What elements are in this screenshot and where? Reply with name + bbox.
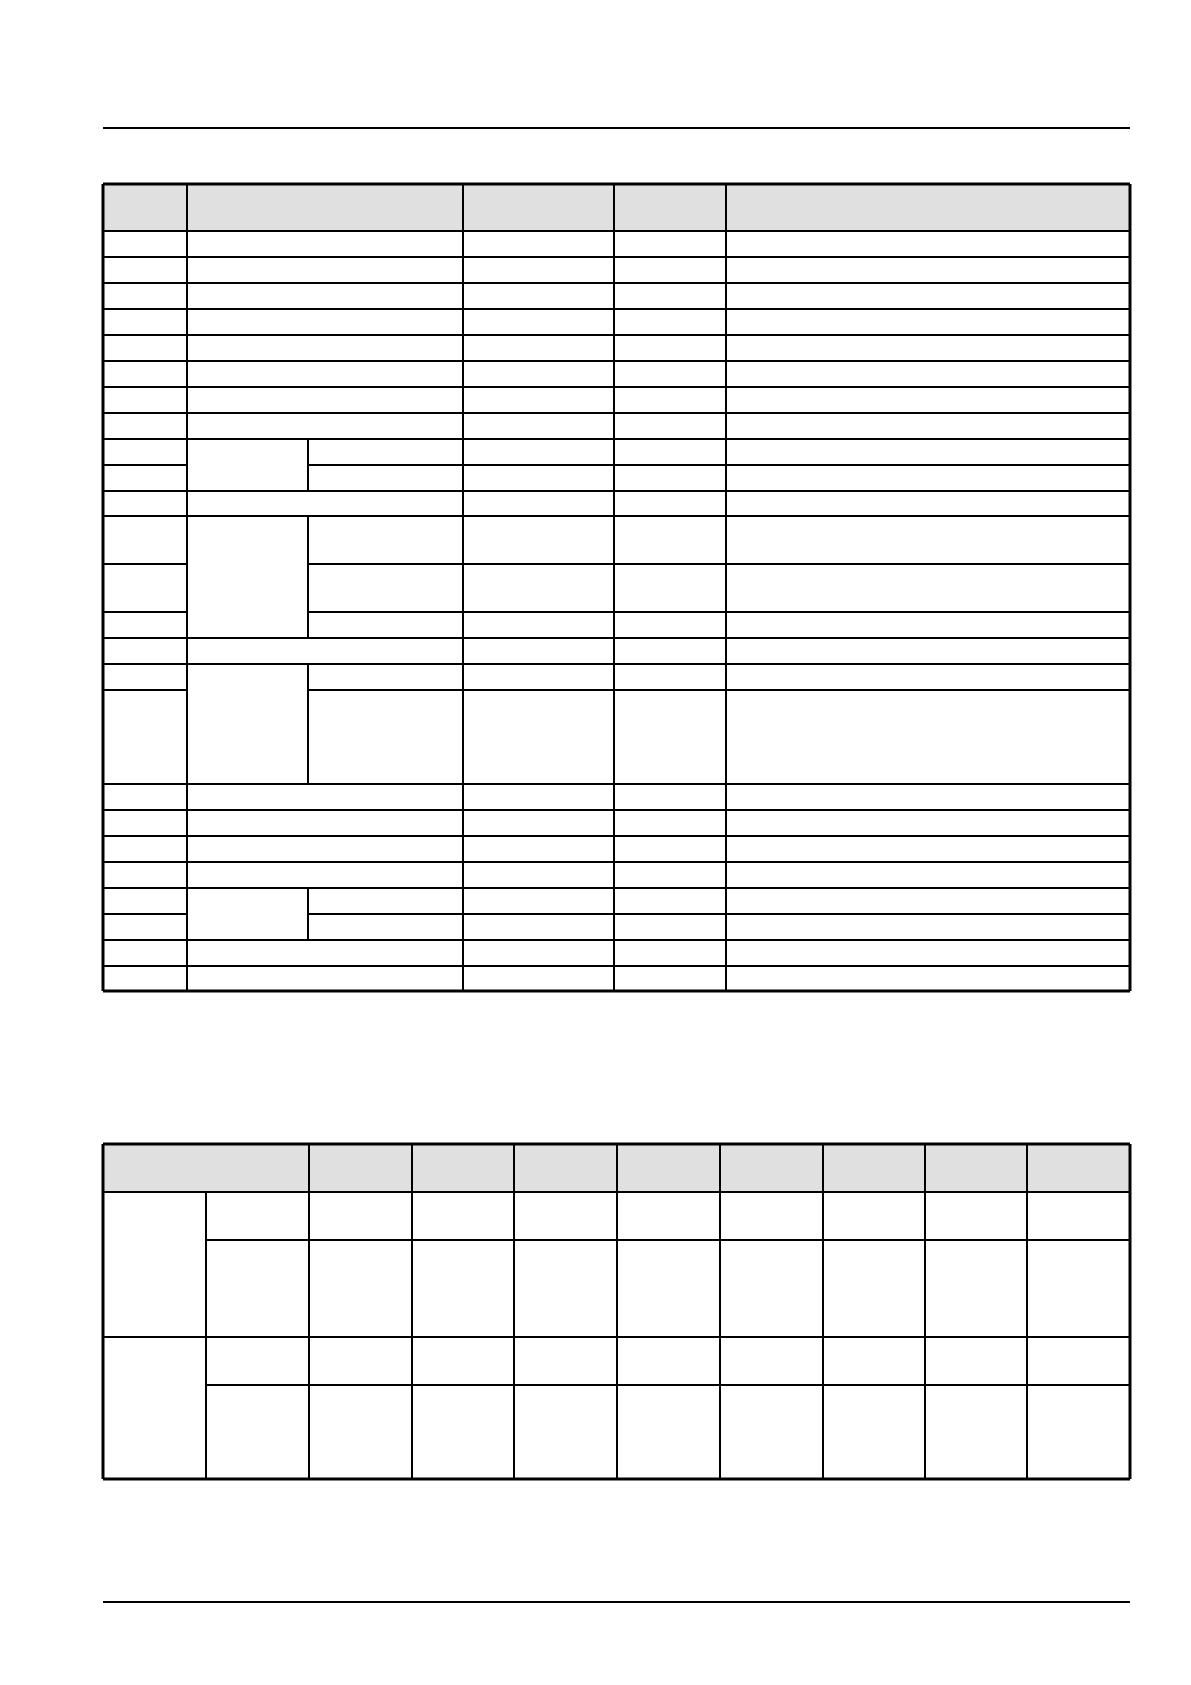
register-table <box>103 184 1130 991</box>
register-table-header <box>103 184 1130 231</box>
timing-table <box>103 1144 1130 1479</box>
footer-rule <box>103 1601 1130 1603</box>
